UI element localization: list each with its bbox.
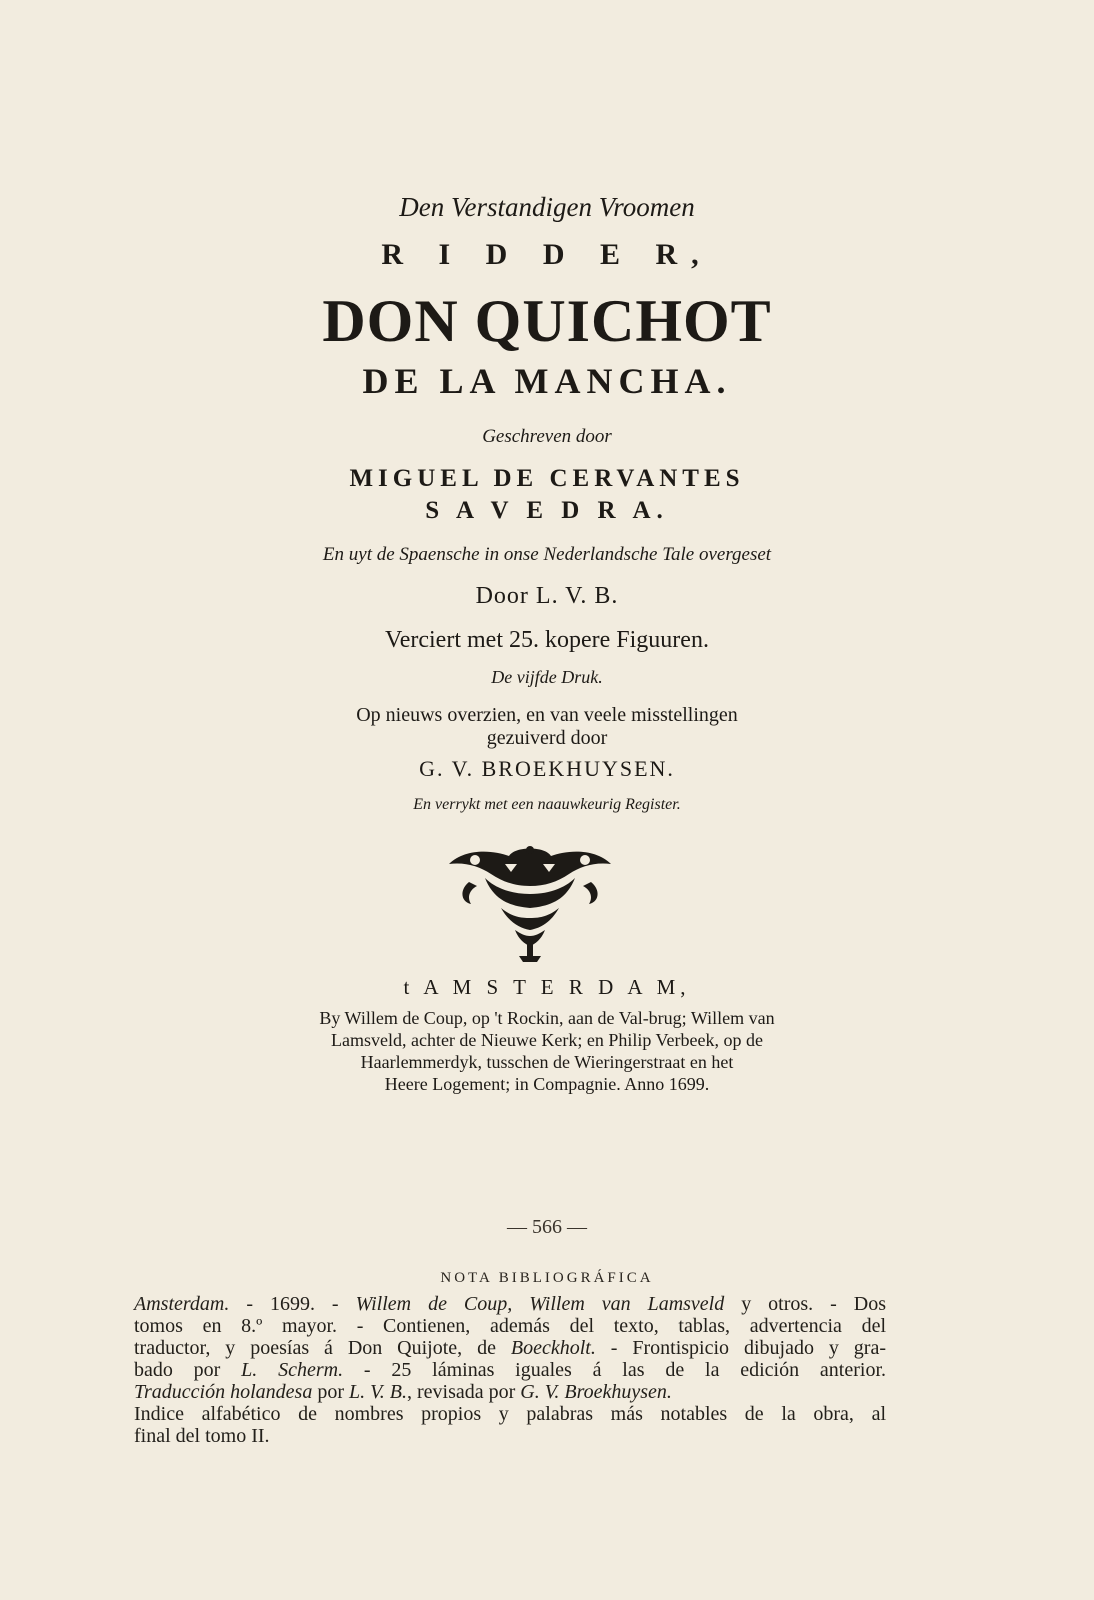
imprint-line-4: Heere Logement; in Compagnie. Anno 1699.: [384, 1074, 710, 1094]
note-line-4: bado por L. Scherm. - 25 láminas iguales á las de la edición anterior.: [134, 1359, 887, 1381]
main-title: DON QUICHOT: [322, 288, 772, 354]
figures-line: Verciert met 25. kopere Figuuren.: [385, 627, 709, 653]
edition-line: De vijfde Druk.: [491, 667, 603, 687]
revised-line-2: gezuiverd door: [486, 727, 608, 749]
translator-line: Door L. V. B.: [475, 583, 619, 609]
imprint-line-2: Lamsveld, achter de Nieuwe Kerk; en Philip Verbeek, op de: [330, 1030, 764, 1050]
note-line-5: Traducción holandesa por L. V. B., revisada por G. V. Broekhuysen.: [134, 1381, 672, 1403]
imprint-line-3: Haarlemmerdyk, tusschen de Wieringerstraat en het: [360, 1052, 734, 1072]
note-line-3: traductor, y poesías á Don Quijote, de Boeckholt. - Frontispicio dibujado y gra-: [134, 1337, 886, 1359]
note-line-7: final del tomo II.: [134, 1425, 270, 1447]
fleuron-icon: [445, 842, 615, 964]
bibliographic-note: [134, 1293, 886, 1447]
nota-heading: NOTA BIBLIOGRÁFICA: [440, 1270, 654, 1286]
author-line-1: MIGUEL DE CERVANTES: [349, 465, 745, 492]
revised-line-1: Op nieuws overzien, en van veele misstellingen: [356, 704, 738, 726]
note-line-6: Indice alfabético de nombres propios y palabras más notables de la obra, al: [134, 1403, 886, 1425]
note-line-2: tomos en 8.º mayor. - Contienen, además del texto, tablas, advertencia del: [134, 1315, 886, 1337]
register-line: En verrykt met een naauwkeurig Register.: [413, 796, 681, 813]
note-line-1: Amsterdam. - 1699. - Willem de Coup, Willem van Lamsveld y otros. - Dos: [134, 1293, 886, 1315]
reviser-line: G. V. BROEKHUYSEN.: [419, 756, 675, 781]
ridder-line: R I D D E R,: [381, 238, 713, 271]
page-number: — 566 —: [507, 1216, 587, 1238]
author-line-2: S A V E D R A.: [425, 497, 669, 524]
dedication-line: Den Verstandigen Vroomen: [399, 192, 695, 222]
imprint-line-1: By Willem de Coup, op 't Rockin, aan de Val-brug; Willem van: [319, 1008, 775, 1028]
place-line: t A M S T E R D A M,: [403, 975, 691, 999]
translated-line: En uyt de Spaensche in onse Nederlandsche Tale overgeset: [322, 544, 772, 565]
subtitle-line: DE LA MANCHA.: [362, 361, 732, 401]
written-by-line: Geschreven door: [482, 426, 612, 447]
